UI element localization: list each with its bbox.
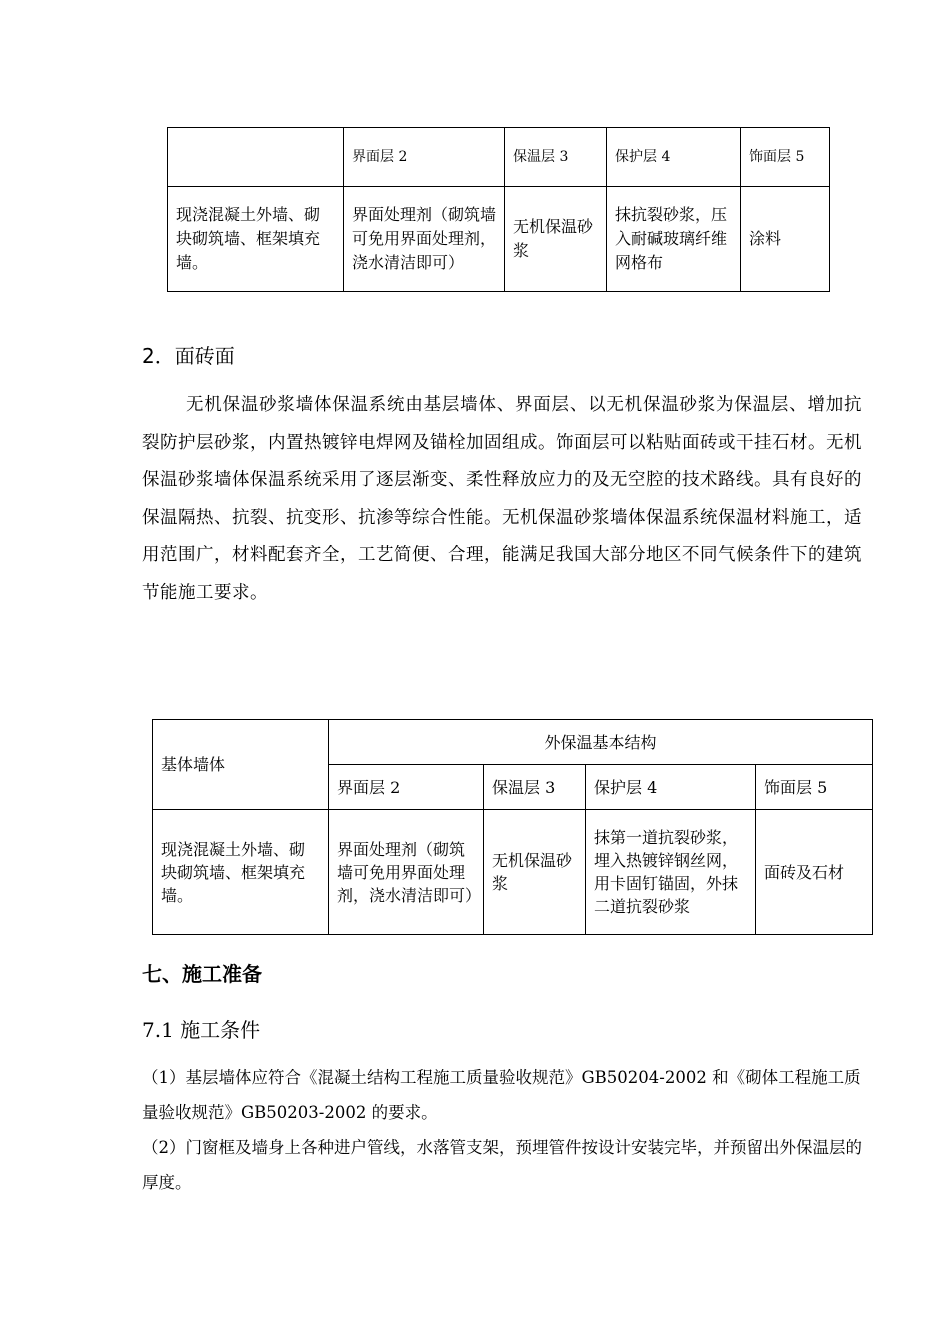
table-row: [168, 187, 830, 292]
header-cell-finish: 饰面层 5: [756, 765, 873, 810]
cell-interface: 界面处理剂（砌筑墙可免用界面处理剂，浇水清洁即可）: [329, 810, 484, 935]
header-cell-insulation: 保温层 3: [505, 128, 607, 187]
header-cell-empty: [168, 128, 344, 187]
header-cell-protection: 保护层 4: [607, 128, 741, 187]
cell-finish: 面砖及石材: [756, 810, 873, 935]
subsection-heading: 7.1 施工条件: [142, 1018, 261, 1042]
list-item: （1）基层墙体应符合《混凝土结构工程施工质量验收规范》GB50204-2002 和《砌体工程施工质量验收规范》GB50203-2002 的要求。: [142, 1068, 861, 1122]
section-paragraph: 无机保温砂浆墙体保温系统由基层墙体、界面层、以无机保温砂浆为保温层、增加抗裂防护层砂浆，内置热镀锌电焊网及锚栓加固组成。饰面层可以粘贴面砖或干挂石材。无机保温砂浆墙体保温系统采用了逐层渐变、柔性释放应力的及无空腔的技术路线。具有良好的保温隔热、抗裂、抗变形、抗渗等综合性能。无机保温砂浆墙体保温系统保温材料施工，适用范围广，材料配套齐全，工艺简便、合理，能满足我国大部分地区不同气候条件下的建筑节能施工要求。: [142, 395, 862, 603]
header-cell-interface: 界面层 2: [329, 765, 484, 810]
cell-interface: 界面处理剂（砌筑墙可免用界面处理剂，浇水清洁即可）: [344, 187, 505, 292]
header-cell-finish: 饰面层 5: [741, 128, 830, 187]
section-heading-tile-surface: 2．面砖面: [142, 344, 235, 368]
table-header-row: [168, 128, 830, 187]
header-cell-protection: 保护层 4: [586, 765, 756, 810]
cell-insulation: 无机保温砂浆: [505, 187, 607, 292]
header-cell-insulation: 保温层 3: [484, 765, 586, 810]
table-row: [153, 810, 873, 935]
cell-protection: 抹第一道抗裂砂浆，埋入热镀锌钢丝网，用卡固钉锚固，外抹二道抗裂砂浆: [586, 810, 756, 935]
header-cell-interface: 界面层 2: [344, 128, 505, 187]
table-tiles-coating: [167, 127, 830, 292]
cell-insulation: 无机保温砂浆: [484, 810, 586, 935]
cell-base-wall: 现浇混凝土外墙、砌块砌筑墙、框架填充墙。: [153, 810, 329, 935]
header-cell-structure: 外保温基本结构: [329, 720, 873, 765]
list-item: （2）门窗框及墙身上各种进户管线，水落管支架，预埋管件按设计安装完毕，并预留出外保温层的厚度。: [142, 1138, 862, 1192]
table-tile-surface: [152, 719, 873, 935]
condition-list: [142, 1060, 862, 1200]
cell-protection: 抹抗裂砂浆，压入耐碱玻璃纤维网格布: [607, 187, 741, 292]
table-group-header-row: [153, 720, 873, 765]
header-cell-base-wall: 基体墙体: [153, 720, 329, 810]
cell-base-wall: 现浇混凝土外墙、砌块砌筑墙、框架填充墙。: [168, 187, 344, 292]
cell-finish: 涂料: [741, 187, 830, 292]
chapter-heading: 七、施工准备: [142, 962, 262, 986]
